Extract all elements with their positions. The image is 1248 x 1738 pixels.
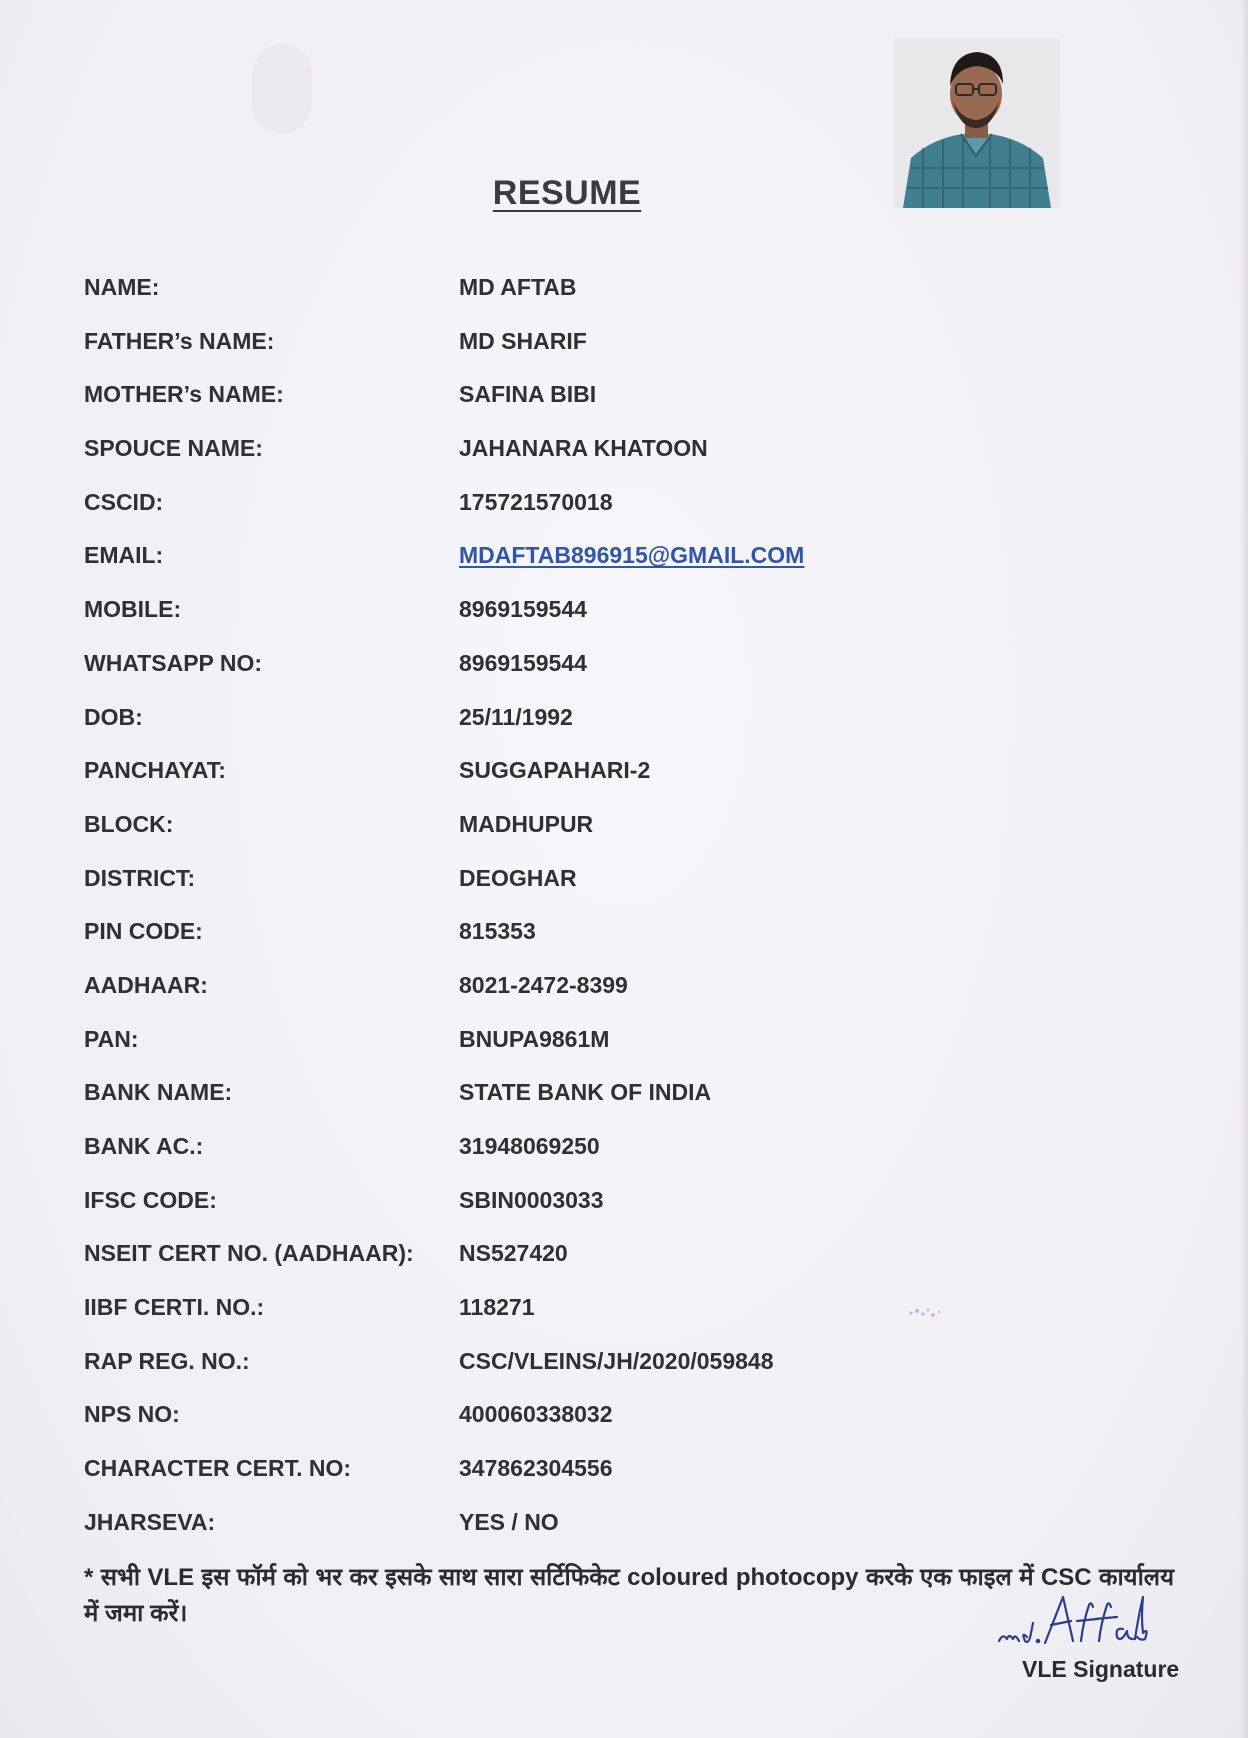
field-row [84,644,1164,698]
field-row [84,429,1164,483]
field-label: IFSC CODE: [84,1186,217,1213]
field-row [84,1288,1164,1342]
field-value: 8969159544 [459,649,587,676]
email-link[interactable]: MDAFTAB896915@GMAIL.COM [459,542,805,569]
field-value: 25/11/1992 [459,703,573,730]
field-value: 31948069250 [459,1133,600,1159]
field-row [84,966,1164,1020]
field-label: BANK NAME: [84,1079,233,1106]
field-row [84,590,1164,644]
field-row [84,912,1164,966]
field-label: JHARSEVA: [84,1508,216,1535]
field-value: DEOGHAR [459,864,577,891]
field-label: PIN CODE: [84,918,203,945]
field-label: NAME: [84,274,160,300]
field-value: MD AFTAB [459,274,577,300]
field-value: 815353 [459,918,536,945]
field-label: SPOUCE NAME: [84,435,263,462]
field-label: IIBF CERTI. NO.: [84,1294,265,1321]
page-title: RESUME [492,174,642,212]
field-value: 175721570018 [459,488,613,515]
field-value: 118271 [459,1294,535,1321]
field-value: SAFINA BIBI [459,381,597,408]
field-value: MADHUPUR [459,810,594,837]
field-label: MOBILE: [84,596,182,623]
field-value: CSC/VLEINS/JH/2020/059848 [459,1347,774,1374]
field-row [84,698,1164,752]
field-row [84,268,1164,322]
field-row [84,805,1164,859]
field-value: MD SHARIF [459,327,587,354]
ink-smudge [905,1305,945,1321]
field-label: CSCID: [84,488,164,515]
field-row [84,1395,1164,1449]
field-value: 400060338032 [459,1401,613,1428]
field-value: 8969159544 [459,596,587,623]
field-row [84,1234,1164,1288]
field-row [84,859,1164,913]
field-label: MOTHER’s NAME: [84,381,284,408]
resume-fields [84,268,1164,1557]
field-row [84,536,1164,590]
field-label: NSEIT CERT NO. (AADHAAR): [84,1240,414,1267]
instruction-note: * सभी VLE इस फॉर्म को भर कर इसके साथ सारा सर्टिफिकेट coloured photocopy करके एक फाइल में CSC कार्यालय में जमा करें। [84,1564,1174,1627]
field-value: SUGGAPAHARI-2 [459,757,651,784]
field-row [84,1342,1164,1396]
field-value: 347862304556 [459,1455,613,1482]
field-row [84,1127,1164,1181]
field-label: NPS NO: [84,1401,180,1428]
field-row [84,375,1164,429]
field-label: RAP REG. NO.: [84,1347,250,1374]
field-label: CHARACTER CERT. NO: [84,1455,352,1482]
field-label: PANCHAYAT: [84,757,226,784]
handwritten-signature [993,1583,1153,1653]
field-row [84,1449,1164,1503]
field-row [84,751,1164,805]
field-label: AADHAAR: [84,971,208,998]
field-row [84,483,1164,537]
field-label: WHATSAPP NO: [84,649,263,676]
field-row [84,322,1164,376]
field-label: EMAIL: [84,542,164,569]
field-value: STATE BANK OF INDIA [459,1079,712,1106]
signature-label: VLE Signature [1022,1656,1180,1682]
field-label: FATHER’s NAME: [84,327,275,354]
field-label: DISTRICT: [84,864,196,891]
field-value: YES / NO [459,1508,559,1535]
field-label: BLOCK: [84,810,174,837]
field-value: SBIN0003033 [459,1186,604,1213]
field-label: BANK AC.: [84,1133,204,1159]
field-value: NS527420 [459,1240,568,1267]
faint-photo-mark [252,44,312,134]
field-label: DOB: [84,703,143,730]
field-value: JAHANARA KHATOON [459,435,708,462]
field-row [84,1020,1164,1074]
field-label: PAN: [84,1025,139,1052]
field-value: BNUPA9861M [459,1025,610,1052]
field-row [84,1503,1164,1557]
field-value: 8021-2472-8399 [459,971,628,998]
field-row [84,1073,1164,1127]
page-edge-shadow [1240,0,1248,1738]
field-row [84,1181,1164,1235]
